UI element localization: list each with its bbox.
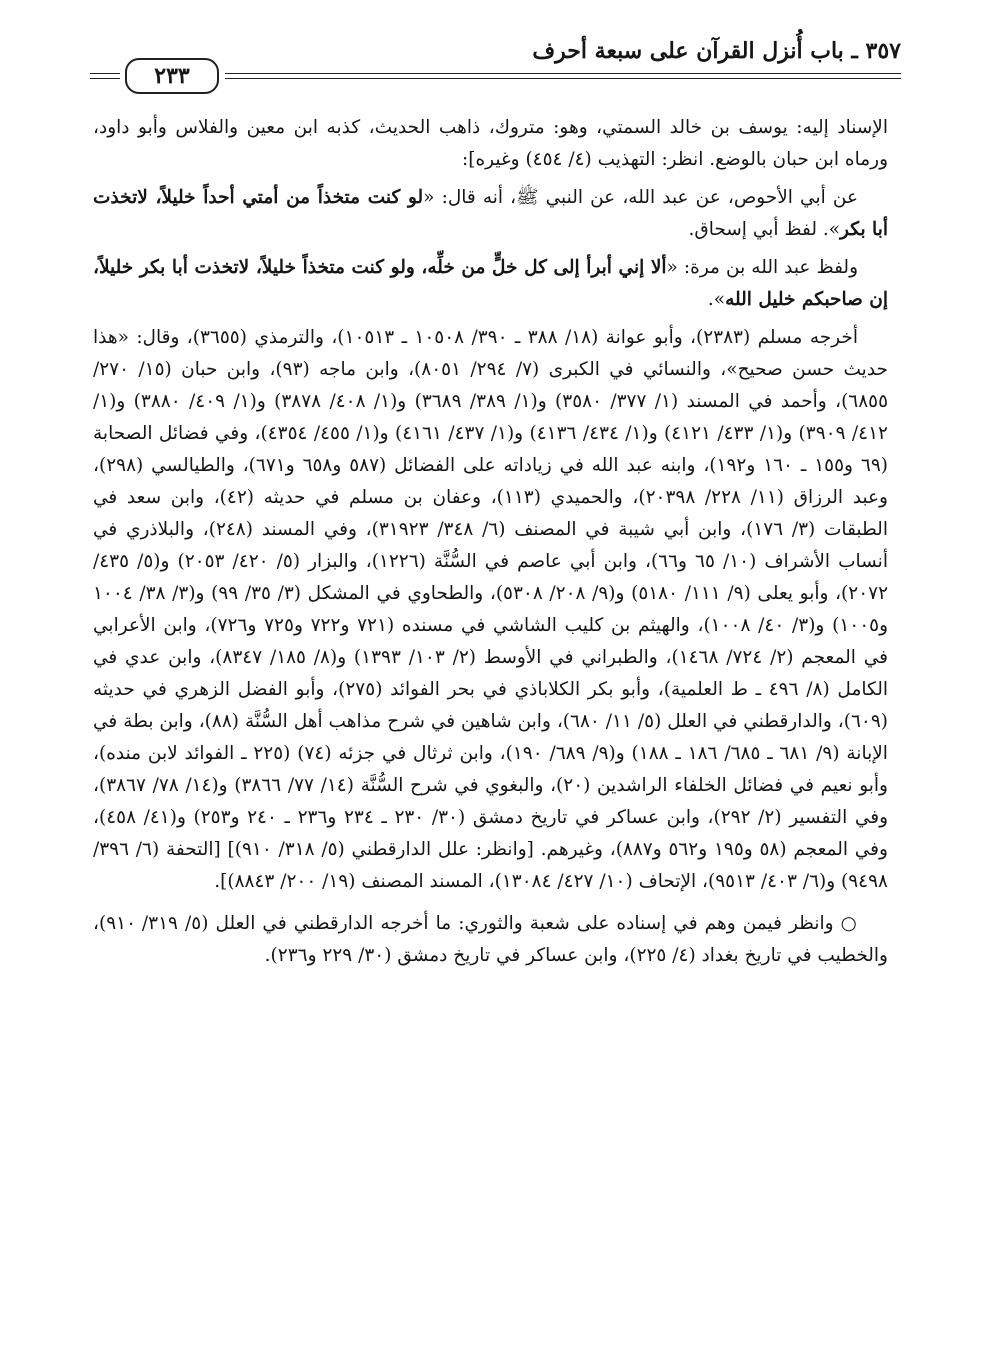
hadith-2-outro: ». bbox=[707, 289, 726, 310]
hadith-2-quote: ألا إني أبرأ إلى كل خلٍّ من خلِّه، ولو كنت متخذاً خليلاً، لاتخذت أبا بكر خليلاً، إن صاحبكم خليل الله bbox=[93, 257, 888, 310]
header-rule-thin bbox=[225, 78, 901, 79]
header-rule-left-thin bbox=[90, 78, 120, 79]
page-header bbox=[90, 28, 901, 98]
hadith-text-2 bbox=[93, 252, 888, 316]
footnote-continuation: الإسناد إليه: يوسف بن خالد السمتي، وهو: متروك، ذاهب الحديث، كذبه ابن معين والفلاس وأبو داود، ورماه ابن حبان بالوضع. انظر: التهذيب (٤/ ٤٥٤) وغيره]: bbox=[93, 117, 888, 170]
hadith-2-intro: ولفظ عبد الله بن مرة: « bbox=[666, 257, 858, 278]
header-rule-left bbox=[90, 73, 120, 74]
hadith-1-intro: عن أبي الأحوص، عن عبد الله، عن النبي ﷺ، أنه قال: « bbox=[423, 187, 858, 208]
page-number-badge: ٢٣٣ bbox=[125, 58, 219, 94]
takhrij-paragraph: أخرجه مسلم (٢٣٨٣)، وأبو عوانة (١٨/ ٣٨٨ ـ ٣٩٠/ ١٠٥٠٨ ـ ١٠٥١٣)، والترمذي (٣٦٥٥)، وقال: «هذا حديث حسن صحيح»، والنسائي في الكبرى (٧/ ٢٩٤/ ٨٠٥١)، وابن ماجه (٩٣)، وابن حبان (١٥/ ٢٧٠/ ٦٨٥٥)، وأحمد في المسند (١/ ٣٧٧/ ٣٥٨٠) و(١/ ٣٨٩/ ٣٦٨٩) و(١/ ٤٠٨/ ٣٨٧٨) و(١/ ٤٠٩/ ٣٨٨٠) و(١/ ٤١٢/ ٣٩٠٩) و(١/ ٤٣٣/ ٤١٢١) و(١/ ٤٣٤/ ٤١٣٦) و(١/ ٤٣٧/ ٤١٦١) و(١/ ٤٥٥/ ٤٣٥٤)، وفي فضائل الصحابة (٦٩ و١٥٥ ـ ١٦٠ و١٩٢)، وابنه عبد الله في زياداته على الفضائل (٥٨٧ و٦٥٨ و٦٧١)، والطيالسي (٢٩٨)، وعبد الرزاق (١١/ ٢٢٨/ ٢٠٣٩٨)، والحميدي (١١٣)، وعفان بن مسلم في حديثه (٤٢)، وابن سعد في الطبقات (٣/ ١٧٦)، وابن أبي شيبة في المصنف (٦/ ٣٤٨/ ٣١٩٢٣)، وفي المسند (٢٤٨)، والبلاذري في أنساب الأشراف (١٠/ ٦٥ و٦٦)، وابن أبي عاصم في السُّنَّة (١٢٢٦)، والبزار (٥/ ٤٢٠/ ٢٠٥٣) و(٥/ ٤٣٥/ ٢٠٧٢)، وأبو يعلى (٩/ ١١١/ ٥١٨٠) و(٩/ ٢٠٨/ ٥٣٠٨)، والطحاوي في المشكل (٣/ ٣٥/ ٩٩) و(٣/ ٣٨/ ١٠٠٤ و١٠٠٥) و(٣/ ٤٠/ ١٠٠٨)، والهيثم بن كليب الشاشي في مسنده (٧٢١ و٧٢٢ و٧٢٥ و٧٢٦)، وابن الأعرابي في المعجم (٢/ ٧٢٤/ ١٤٦٨)، والطبراني في الأوسط (٢/ ١٠٣/ ١٣٩٣) و(٨/ ١٨٥/ ٨٣٤٧)، وابن عدي في الكامل (٨/ ٤٩٦ ـ ط العلمية)، وأبو بكر الكلاباذي في بحر الفوائد (٢٧٥)، وأبو الفضل الزهري في حديثه (٦٠٩)، والدارقطني في العلل (٥/ ١١/ ٦٨٠)، وابن شاهين في شرح مذاهب أهل السُّنَّة (٨٨)، وابن بطة في الإبانة (٩/ ٦٨١ ـ ٦٨٥/ ١٨٦ ـ ١٨٨) و(٩/ ٦٨٩/ ١٩٠)، وابن ثرثال في جزئه (٧٤) (٢٢٥ ـ الفوائد لابن منده)، وأبو نعيم في فضائل الخلفاء الراشدين (٢٠)، والبغوي في شرح السُّنَّة (١٤/ ٧٧/ ٣٨٦٦) و(١٤/ ٧٨/ ٣٨٦٧)، وفي التفسير (٢/ ٢٩٢)، وابن عساكر في تاريخ دمشق (٣٠/ ٢٣٠ ـ ٢٣٤ و٢٣٦ ـ ٢٤٠ و٢٥٣) و(٤١/ ٤٥٨)، وفي المعجم (٥٨ و١٩٥ و٥٦٢ و٨٨٧)، وغيرهم. [وانظر: علل الدارقطني (٥/ ٣١٨/ ٩١٠)] [التحفة (٦/ ٣٩٦/ ٩٤٩٨) و(٦/ ٤٠٣/ ٩٥١٣)، الإتحاف (١٠/ ٤٢٧/ ١٣٠٨٤)، المسند المصنف (١٩/ ٢٠٠/ ٨٨٤٣)]. bbox=[93, 327, 889, 892]
running-title: ٣٥٧ ـ باب أُنزل القرآن على سبعة أحرف bbox=[532, 38, 901, 64]
hadith-1-outro: ». لفظ أبي إسحاق. bbox=[688, 219, 841, 240]
note-paragraph: ○ وانظر فيمن وهم في إسناده على شعبة والثوري: ما أخرجه الدارقطني في العلل (٥/ ٣١٩/ ٩١٠)، والخطيب في تاريخ بغداد (٤/ ٢٢٥)، وابن عساكر في تاريخ دمشق (٣٠/ ٢٢٩ و٢٣٦). bbox=[93, 913, 888, 966]
page-body bbox=[93, 112, 888, 972]
header-rule bbox=[225, 73, 901, 74]
hadith-1-quote: لو كنت متخذاً من أمتي أحداً خليلاً، لاتخذت أبا بكر bbox=[93, 187, 888, 240]
hadith-text-1 bbox=[93, 182, 888, 246]
